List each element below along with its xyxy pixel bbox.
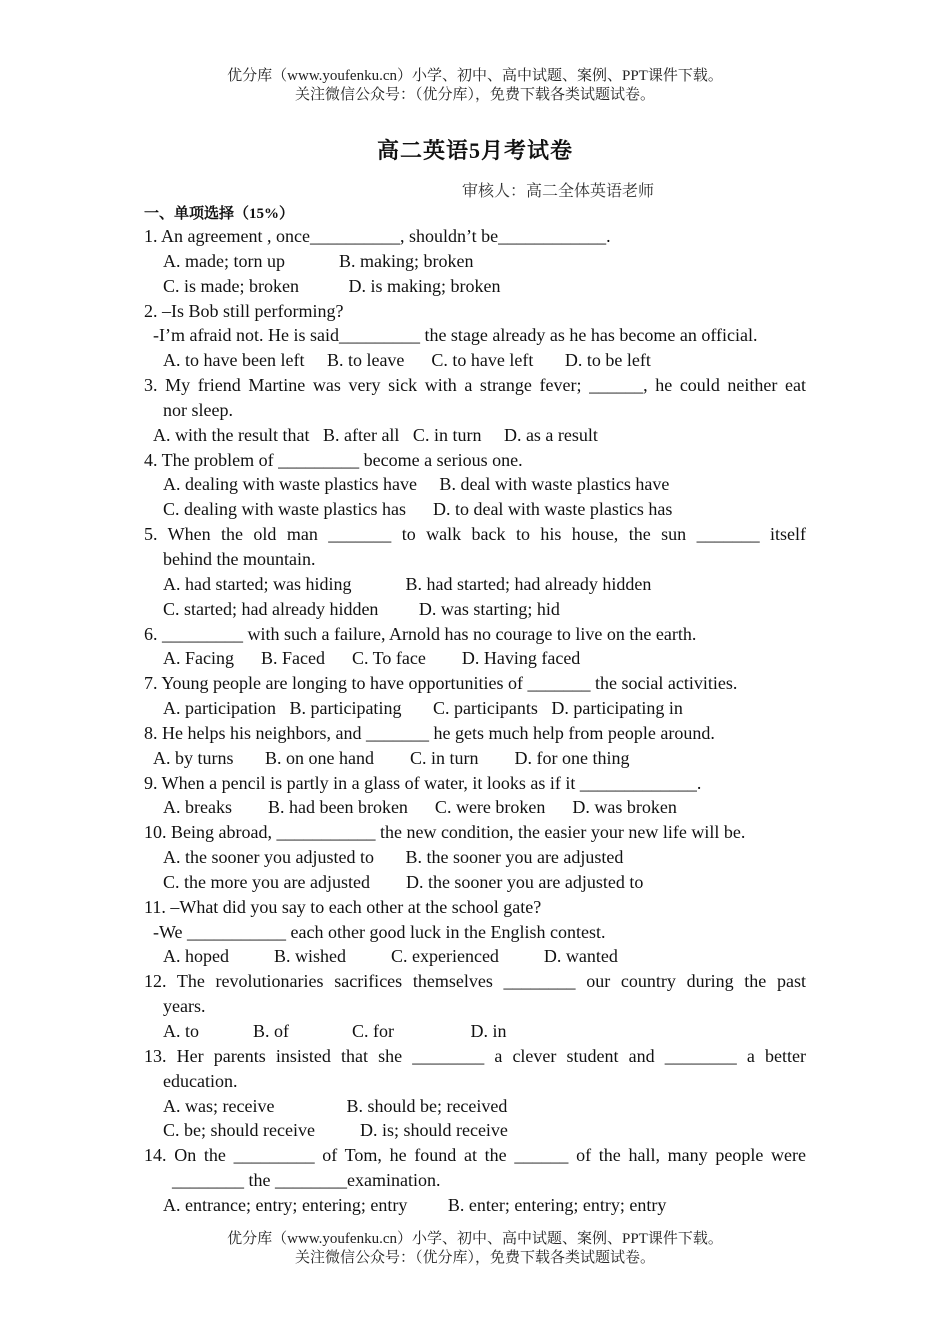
- question-8-options: A. by turns B. on one hand C. in turn D. for one thing: [153, 747, 630, 768]
- question-5-continued: behind the mountain.: [163, 548, 316, 569]
- question-1-options-ab: A. made; torn up B. making; broken: [163, 250, 474, 271]
- question-3-options: A. with the result that B. after all C. in turn D. as a result: [153, 424, 598, 445]
- question-4-options-cd: C. dealing with waste plastics has D. to deal with waste plastics has: [163, 499, 673, 520]
- section-title: 一、单项选择（15%）: [144, 206, 295, 222]
- question-7: 7. Young people are longing to have opportunities of _______ the social activities.: [144, 673, 738, 694]
- question-13-options-cd: C. be; should receive D. is; should receive: [163, 1120, 508, 1141]
- question-2-dialog: -I’m afraid not. He is said_________ the stage already as he has become an official.: [153, 325, 758, 346]
- question-10: 10. Being abroad, ___________ the new condition, the easier your new life will be.: [144, 822, 746, 843]
- question-list: [0, 224, 950, 1218]
- question-5: 5. When the old man _______ to walk back to his house, the sun _______ itself: [144, 524, 806, 545]
- page-title: 高二英语5月考试卷: [376, 138, 573, 163]
- question-11: 11. –What did you say to each other at the school gate?: [144, 896, 542, 917]
- footer-line-1: 优分库（www.youfenku.cn）小学、初中、高中试题、案例、PPT课件下载。: [227, 1231, 723, 1247]
- question-1: 1. An agreement , once__________, shouldn’t be____________.: [144, 226, 611, 246]
- question-5-options-cd: C. started; had already hidden D. was starting; hid: [163, 598, 560, 619]
- question-3-continued: nor sleep.: [163, 399, 233, 420]
- question-4-options-ab: A. dealing with waste plastics have B. deal with waste plastics have: [163, 474, 670, 495]
- question-6: 6. _________ with such a failure, Arnold has no courage to live on the earth.: [144, 623, 697, 644]
- question-2: 2. –Is Bob still performing?: [144, 300, 344, 321]
- footer-line-2: 关注微信公众号：（优分库），免费下载各类试题试卷。: [294, 1250, 655, 1266]
- question-14-continued: ________ the ________examination.: [172, 1170, 441, 1191]
- question-14-options-ab: A. entrance; entry; entering; entry B. enter; entering; entry; entry: [163, 1194, 667, 1215]
- question-12-options: A. to B. of C. for D. in: [163, 1021, 507, 1041]
- header-line-1: 优分库（www.youfenku.cn）小学、初中、高中试题、案例、PPT课件下载。: [227, 68, 723, 84]
- question-12-continued: years.: [163, 996, 206, 1017]
- question-11-dialog: -We ___________ each other good luck in the English contest.: [153, 921, 606, 942]
- question-8: 8. He helps his neighbors, and _______ he gets much help from people around.: [144, 722, 715, 743]
- question-11-options: A. hoped B. wished C. experienced D. wanted: [163, 946, 618, 967]
- question-12: 12. The revolutionaries sacrifices themselves ________ our country during the past: [144, 971, 806, 992]
- question-13-continued: education.: [163, 1070, 238, 1091]
- question-10-options-ab: A. the sooner you adjusted to B. the sooner you are adjusted: [163, 847, 624, 868]
- header-line-2: 关注微信公众号：（优分库），免费下载各类试题试卷。: [294, 87, 655, 103]
- question-3: 3. My friend Martine was very sick with a strange fever; ______, he could neither eat: [144, 375, 806, 396]
- question-1-options-cd: C. is made; broken D. is making; broken: [163, 275, 501, 296]
- question-9-options: A. breaks B. had been broken C. were broken D. was broken: [163, 797, 677, 818]
- question-4: 4. The problem of _________ become a serious one.: [144, 449, 523, 470]
- question-13-options-ab: A. was; receive B. should be; received: [163, 1095, 508, 1116]
- question-5-options-ab: A. had started; was hiding B. had started; had already hidden: [163, 573, 652, 594]
- question-10-options-cd: C. the more you are adjusted D. the sooner you are adjusted to: [163, 871, 644, 892]
- question-13: 13. Her parents insisted that she ________ a clever student and ________ a better: [144, 1045, 806, 1066]
- reviewer: 审核人：高二全体英语老师: [462, 183, 655, 200]
- question-14: 14. On the _________ of Tom, he found at the ______ of the hall, many people were: [144, 1145, 806, 1166]
- question-6-options: A. Facing B. Faced C. To face D. Having faced: [163, 648, 581, 669]
- question-2-options: A. to have been left B. to leave C. to have left D. to be left: [163, 350, 651, 371]
- question-9: 9. When a pencil is partly in a glass of water, it looks as if it _____________.: [144, 772, 702, 793]
- question-7-options: A. participation B. participating C. participants D. participating in: [163, 698, 683, 719]
